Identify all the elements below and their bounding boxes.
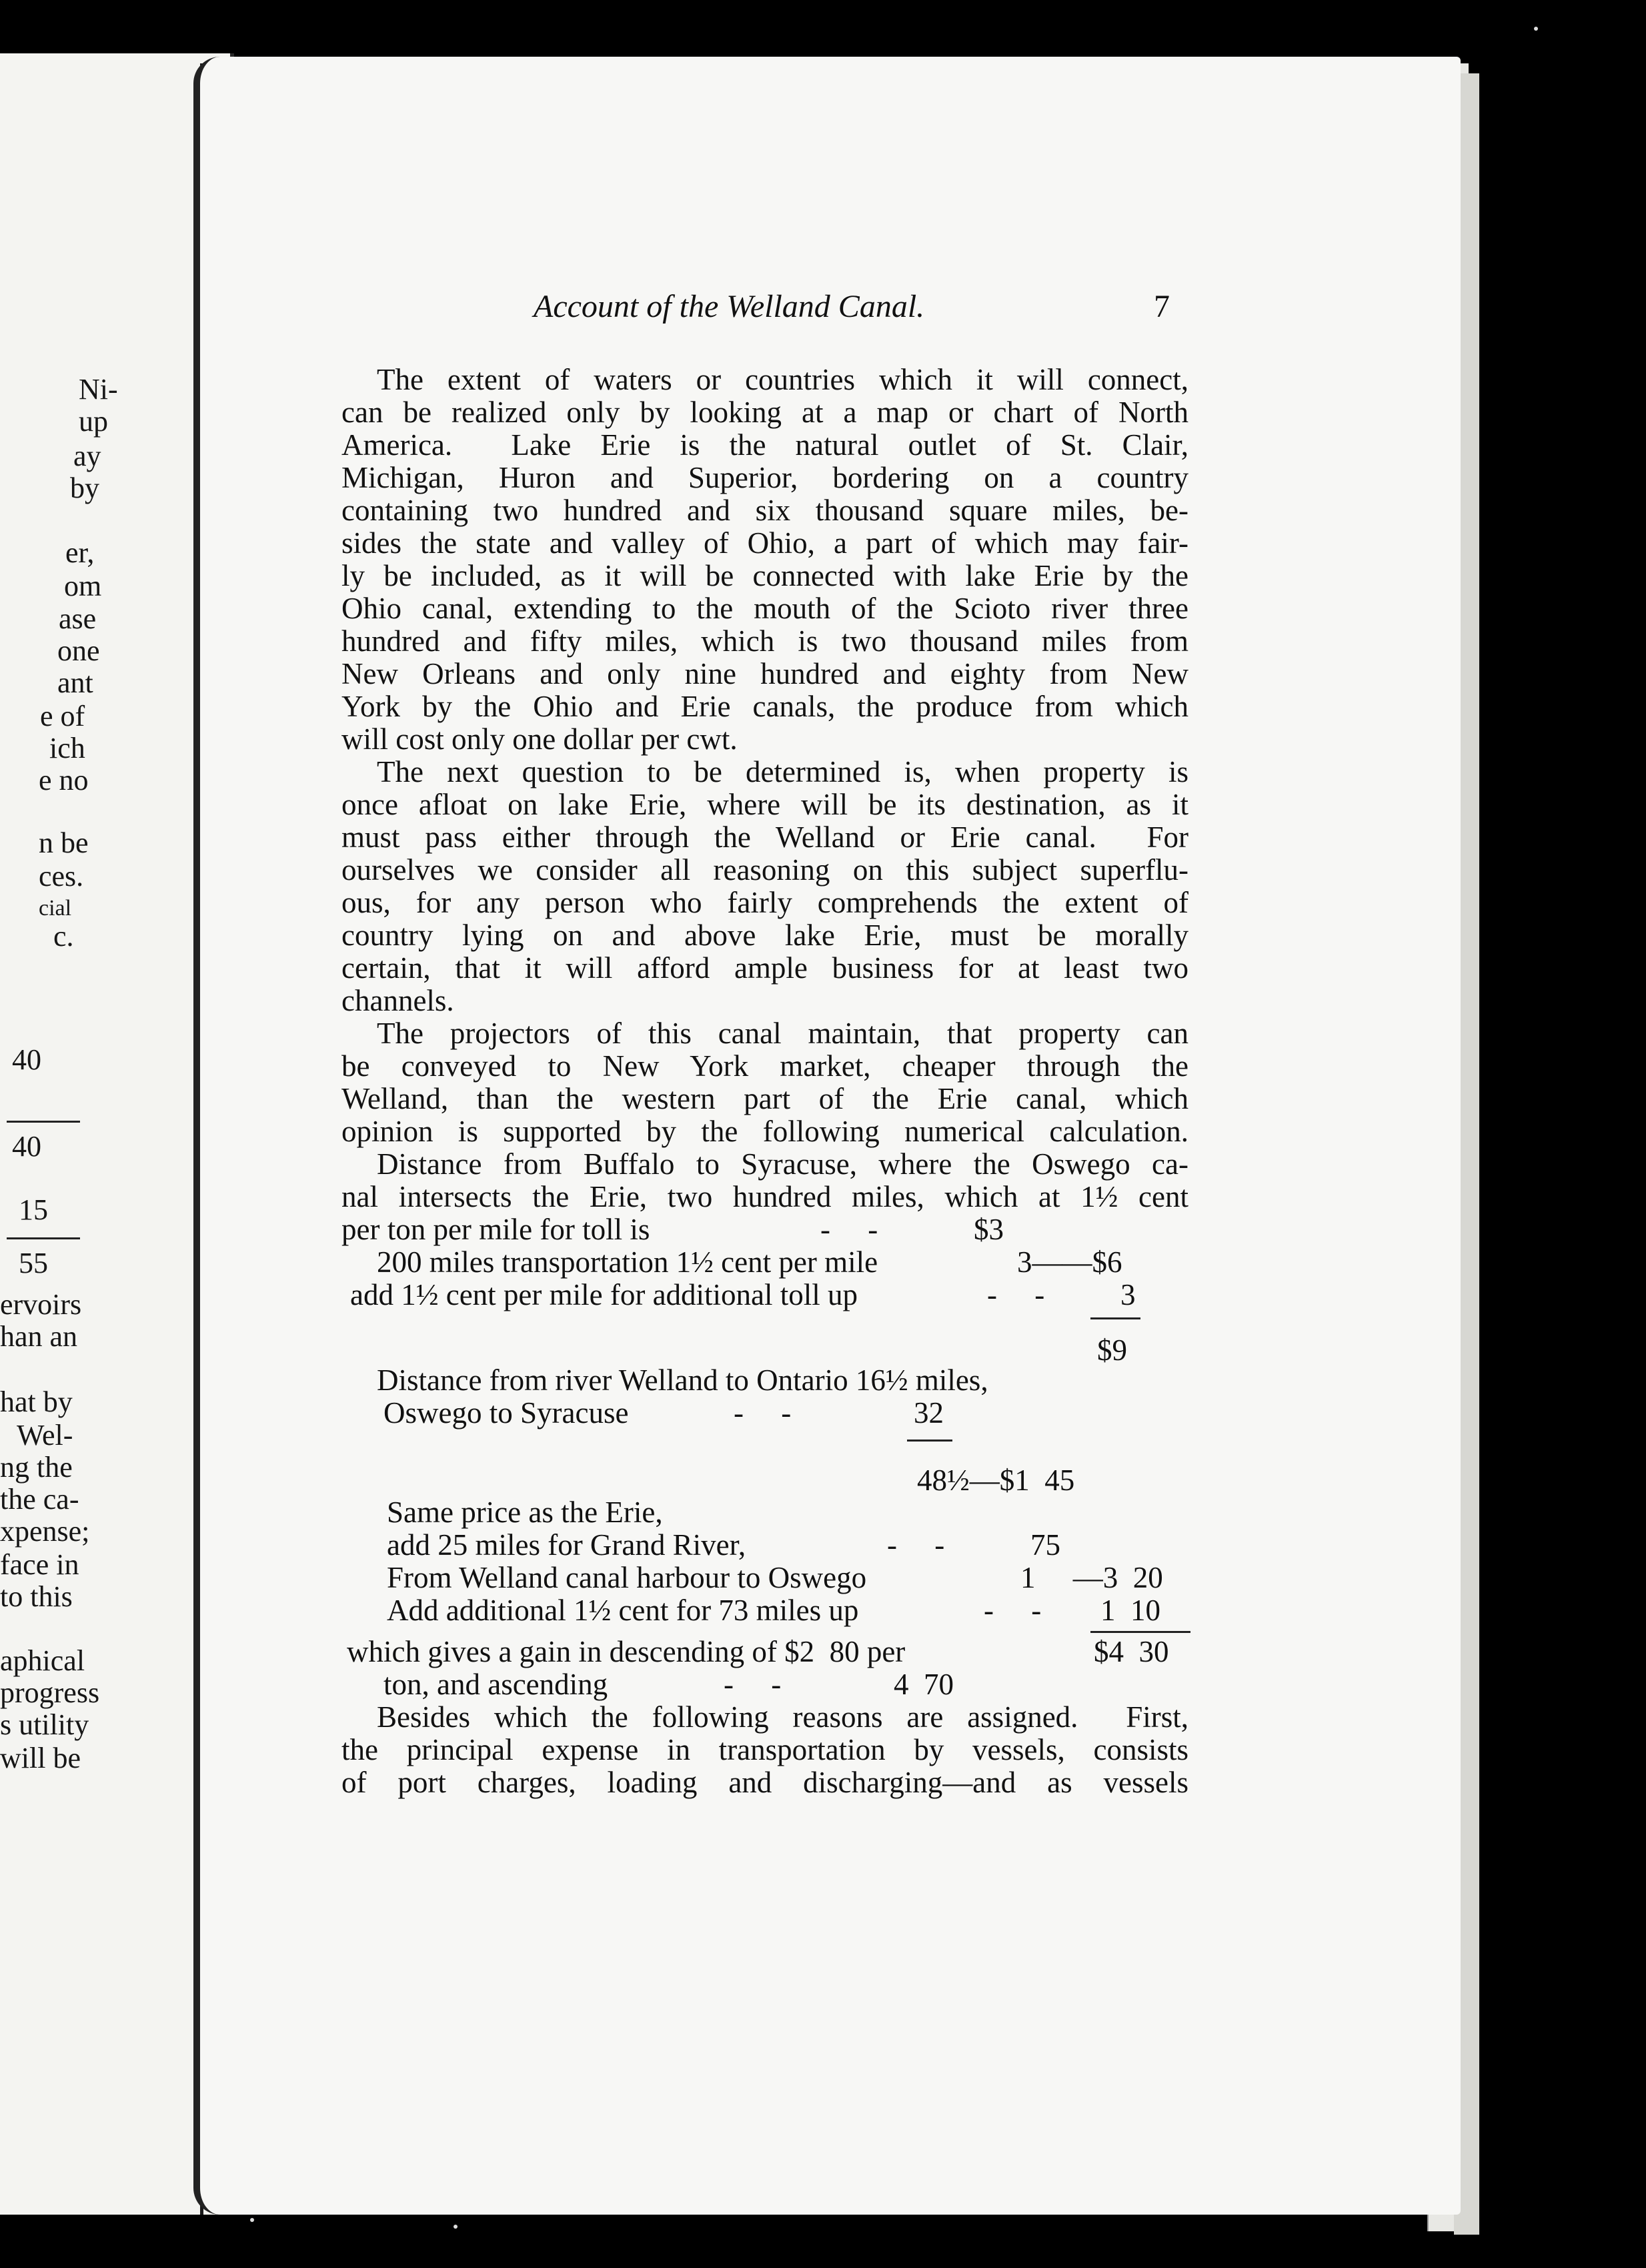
left-fragment: Ni- xyxy=(79,373,118,406)
calc-value: 1 10 xyxy=(1100,1594,1160,1627)
text-line: containing two hundred and six thousand square miles, be- xyxy=(341,494,1188,527)
text-line: must pass either through the Welland or Erie canal. For xyxy=(341,820,1188,854)
text-line: America. Lake Erie is the natural outlet of St. Clair, xyxy=(341,428,1188,462)
left-fragment: Wel- xyxy=(17,1419,73,1452)
calc-text: which gives a gain in descending of $2 80 per xyxy=(347,1635,906,1668)
text-line: nal intersects the Erie, two hundred miles, which at 1½ cent xyxy=(341,1180,1188,1213)
text-line: opinion is supported by the following numerical calculation. xyxy=(341,1115,1188,1148)
left-fragment: by xyxy=(70,472,99,504)
sum-rule xyxy=(907,1440,952,1442)
left-fragment: cial xyxy=(39,896,72,921)
calc-value: $4 30 xyxy=(1094,1635,1169,1668)
calc-text: Oswego to Syracuse xyxy=(383,1396,629,1430)
calc-value: 32 xyxy=(914,1396,944,1430)
calc-dashes: - - xyxy=(820,1213,878,1246)
calc-text: add 1½ cent per mile for additional toll up xyxy=(350,1278,858,1311)
left-fragment: the ca- xyxy=(0,1483,79,1516)
left-fragment: will be xyxy=(0,1742,81,1774)
left-rule xyxy=(7,1121,80,1123)
calc-total: $9 xyxy=(1097,1333,1127,1367)
text-line: certain, that it will afford ample business for at least two xyxy=(341,951,1188,985)
text-line: The extent of waters or countries which it will connect, xyxy=(377,363,1188,396)
left-fragment: ich xyxy=(49,732,85,764)
text-line: York by the Ohio and Erie canals, the produce from which xyxy=(341,690,1188,723)
calc-value: 1 —3 20 xyxy=(1020,1561,1163,1594)
text-line: country lying on and above lake Erie, must be morally xyxy=(341,919,1188,952)
calc-dashes: - - xyxy=(724,1668,782,1701)
text-line: sides the state and valley of Ohio, a part of which may fair- xyxy=(341,526,1188,560)
calc-value: 3 xyxy=(1120,1278,1136,1311)
left-fragment: 15 xyxy=(19,1193,48,1226)
calc-dashes: - - xyxy=(887,1528,945,1562)
left-fragment: aphical xyxy=(0,1644,85,1677)
left-fragment: ant xyxy=(57,666,93,699)
speck xyxy=(454,2225,458,2229)
calc-text: Distance from river Welland to Ontario 16½ miles, xyxy=(377,1363,988,1397)
text-line: The projectors of this canal maintain, that property can xyxy=(377,1017,1188,1050)
left-fragment: ay xyxy=(73,440,101,472)
left-fragment: hat by xyxy=(0,1385,73,1418)
speck xyxy=(1534,27,1538,31)
calc-value: 75 xyxy=(1030,1528,1060,1562)
left-fragment: s utility xyxy=(0,1708,89,1741)
text-line: Besides which the following reasons are assigned. First, xyxy=(377,1700,1188,1734)
running-title: Account of the Welland Canal. xyxy=(534,289,925,324)
text-line: the principal expense in transportation by vessels, consists xyxy=(341,1733,1188,1766)
calc-text: Same price as the Erie, xyxy=(387,1496,663,1529)
left-fragment: n be xyxy=(39,826,89,859)
text-line: will cost only one dollar per cwt. xyxy=(341,722,738,756)
text-line: Ohio canal, extending to the mouth of the Scioto river three xyxy=(341,592,1188,625)
left-fragment: ase xyxy=(59,602,97,635)
left-fragment: one xyxy=(57,634,100,667)
page-number: 7 xyxy=(1154,289,1170,324)
calc-value: 4 70 xyxy=(894,1668,954,1701)
left-fragment: 40 xyxy=(12,1043,41,1076)
calc-dashes: - - xyxy=(987,1278,1045,1311)
calc-text: 200 miles transportation 1½ cent per mile xyxy=(377,1245,878,1279)
left-fragment: er, xyxy=(65,536,95,569)
calc-text: ton, and ascending xyxy=(383,1668,608,1701)
left-fragment: progress xyxy=(0,1676,100,1709)
sum-rule xyxy=(1090,1631,1190,1633)
left-fragment: ces. xyxy=(39,860,84,893)
text-line: channels. xyxy=(341,984,454,1017)
left-fragment: om xyxy=(64,570,102,602)
left-fragment: c. xyxy=(53,920,74,953)
text-line: be conveyed to New York market, cheaper through the xyxy=(341,1049,1188,1083)
calc-text: From Welland canal harbour to Oswego xyxy=(387,1561,867,1594)
text-line: once afloat on lake Erie, where will be its destination, as it xyxy=(341,788,1188,821)
text-line: Michigan, Huron and Superior, bordering on a country xyxy=(341,461,1188,494)
calc-text: per ton per mile for toll is xyxy=(341,1213,650,1246)
text-line: ous, for any person who fairly comprehends the extent of xyxy=(341,886,1188,919)
left-fragment: e no xyxy=(39,764,89,796)
text-line: ly be included, as it will be connected with lake Erie by the xyxy=(341,559,1188,592)
left-fragment: face in xyxy=(0,1548,79,1581)
left-fragment: to this xyxy=(0,1580,73,1613)
calc-value: 3——$6 xyxy=(1017,1245,1122,1279)
text-line: ourselves we consider all reasoning on this subject superflu- xyxy=(341,853,1188,887)
text-line: The next question to be determined is, when property is xyxy=(377,755,1188,788)
calc-text: add 25 miles for Grand River, xyxy=(387,1528,746,1562)
text-line: hundred and fifty miles, which is two thousand miles from xyxy=(341,624,1188,658)
calc-value: 48½—$1 45 xyxy=(917,1464,1075,1497)
left-rule xyxy=(7,1237,80,1239)
text-line: Welland, than the western part of the Erie canal, which xyxy=(341,1082,1188,1115)
left-fragment: han an xyxy=(0,1320,78,1353)
text-line: can be realized only by looking at a map or chart of North xyxy=(341,396,1188,429)
text-line: Distance from Buffalo to Syracuse, where the Oswego ca- xyxy=(377,1147,1188,1181)
calc-dashes: - - xyxy=(984,1594,1042,1627)
text-line: of port charges, loading and discharging—and as vessels xyxy=(341,1766,1188,1799)
speck xyxy=(250,2218,254,2222)
left-fragment: ng the xyxy=(0,1451,73,1484)
calc-dashes: - - xyxy=(734,1396,792,1430)
left-fragment: 55 xyxy=(19,1247,48,1279)
left-fragment: e of xyxy=(40,700,85,732)
left-fragment: 40 xyxy=(12,1130,41,1163)
calc-value: $3 xyxy=(974,1213,1004,1246)
left-fragment: xpense; xyxy=(0,1515,90,1548)
calc-text: Add additional 1½ cent for 73 miles up xyxy=(387,1594,859,1627)
left-fragment: up xyxy=(79,405,108,438)
text-line: New Orleans and only nine hundred and eighty from New xyxy=(341,657,1188,690)
left-fragment: ervoirs xyxy=(0,1288,82,1321)
sum-rule xyxy=(1090,1317,1140,1319)
